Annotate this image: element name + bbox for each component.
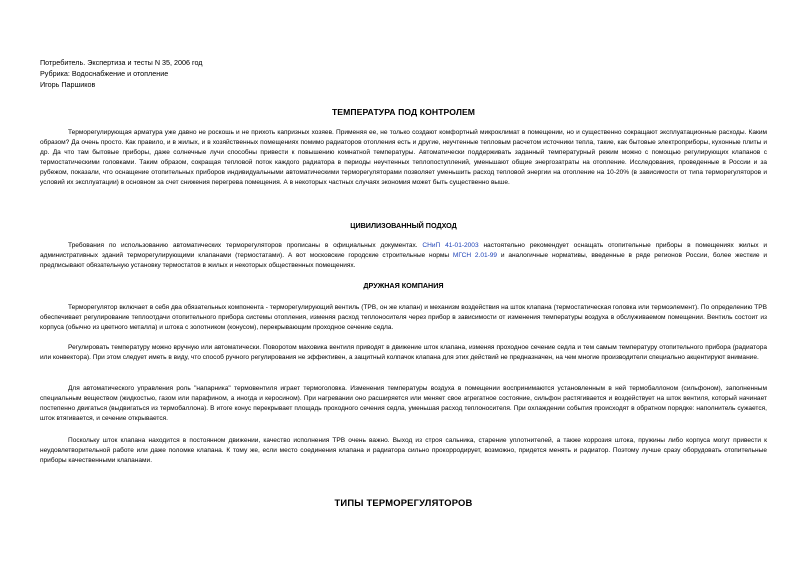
approach-paragraph — [40, 241, 767, 271]
company-paragraph-3: Для автоматического управления роль "напарника" термовентиля играет термоголовка. Изменения температуры воздуха в помещении воспринимаются установленным в ней термобаллоном (сильфоном), заполненным специальным веществом (жидкостью, газом или парафином, а иногда и керосином). При нагревании оно расширяется или меняет свое агрегатное состояние, сильфон растягивается и воздействует на шток вентиля, который начинает постепенно двигаться (выдвигаться из термобаллона). В итоге конус перекрывает площадь проходного сечения седла, уменьшая расход теплоносителя. При охлаждении события происходят в обратном порядке: наполнитель сужается, шток втягивается, и сечение открывается. — [40, 385, 767, 422]
company-paragraph-1: Терморегулятор включает в себя два обязательных компонента - терморегулирующий вентиль (ТРВ, он же клапан) и механизм воздействия на шток клапана (термостатическая головка или термоэлемент). По определению ТРВ обеспечивает регулирование теплоотдачи отопительного прибора системы отопления, изменяя расход теплоносителя через прибор в зависимости от изменения температуры воздуха в обслуживаемом помещении. Вентиль состоит из корпуса (обычно из цветного металла) и штока с золотником (конусом), перекрывающим проходное сечение седла. — [40, 304, 767, 331]
source-line: Потребитель. Экспертиза и тесты N 35, 2006 год — [40, 58, 203, 67]
rubric-line: Рубрика: Водоснабжение и отопление — [40, 69, 169, 78]
snip-link[interactable]: СНиП 41-01-2003 — [422, 242, 479, 249]
article-title: ТЕМПЕРАТУРА ПОД КОНТРОЛЕМ — [331, 107, 476, 117]
section-heading-approach: ЦИВИЛИЗОВАННЫЙ ПОДХОД — [350, 221, 457, 230]
approach-text-b: настоятельно рекомендует оснащать отопительные приборы в помещениях жилых и административных зданий терморегулирующими клапанами (термостатами). А вот московские городские строительные нормы — [40, 242, 767, 259]
author-line: Игорь Паршиков — [40, 80, 96, 89]
article-meta — [40, 57, 202, 90]
company-paragraph-2: Регулировать температуру можно вручную или автоматически. Поворотом маховика вентиля приводят в движение шток клапана, изменяя проходное сечение седла и тем самым температуру отопительного прибора (радиатора или конвектора). При этом следует иметь в виду, что способ ручного регулирования не эффективен, а защитный колпачок клапана для этих действий не предназначен, на чем многие производители специально акцентируют внимание. — [40, 344, 767, 361]
company-paragraph-4: Поскольку шток клапана находится в постоянном движении, качество исполнения ТРВ очень важно. Выход из строя сальника, старение уплотнителей, а также коррозия штока, пружины либо корпуса могут привести к неудовлетворительной работе или даже поломке клапана. К тому же, если место соединения клапана и радиатора сильно прокорродирует, возможно, придется менять и радиатор. Поэтому лучше сразу оборудовать отопительные приборы качественными клапанами. — [40, 437, 767, 464]
section-heading-company: ДРУЖНАЯ КОМПАНИЯ — [363, 281, 444, 290]
mgsn-link[interactable]: МГСН 2.01-99 — [452, 252, 498, 259]
section-heading-types: ТИПЫ ТЕРМОРЕГУЛЯТОРОВ — [334, 497, 473, 508]
approach-text-c: и аналогичные нормативы, введенные в ряде регионов России, более жесткие и предписывают обязательную установку термостатов в жилых и некоторых общественных помещениях. — [40, 252, 767, 269]
approach-text-a: Требования по использованию автоматических терморегуляторов прописаны в официальных документах. — [68, 242, 423, 249]
intro-paragraph: Терморегулирующая арматура уже давно не роскошь и не прихоть капризных хозяев. Применяя ее, не только создают комфортный микроклимат в помещении, но и существенно сокращают эксплуатационные расходы. Каким образом? Да очень просто. Как правило, и в жилых, и в хозяйственных помещениях помимо радиаторов отопления есть и другие, неучтенные тепловым расчетом источники тепла, такие, как бытовые электроприборы, кухонные плиты и др. Да что там бытовые приборы, даже солнечные лучи способны привести к повышению комнатной температуры. Автоматически поддерживать заданный температурный режим можно с помощью регулирующих клапанов с термостатическими головками. Таким образом, сокращая тепловой поток каждого радиатора в периоды неучтенных теплопоступлений, уменьшают общие энергозатраты на отопление. Исследования, проведенные в России и за рубежом, показали, что оснащение отопительных приборов индивидуальными автоматическими терморегуляторами позволяет уменьшить расход тепловой энергии на отопление на 10-20% (в зависимости от типа терморегуляторов и условий их эксплуатации) в основном за счет снижения перегрева помещения. А в некоторых частных случаях экономия может быть существенно выше. — [40, 129, 767, 186]
